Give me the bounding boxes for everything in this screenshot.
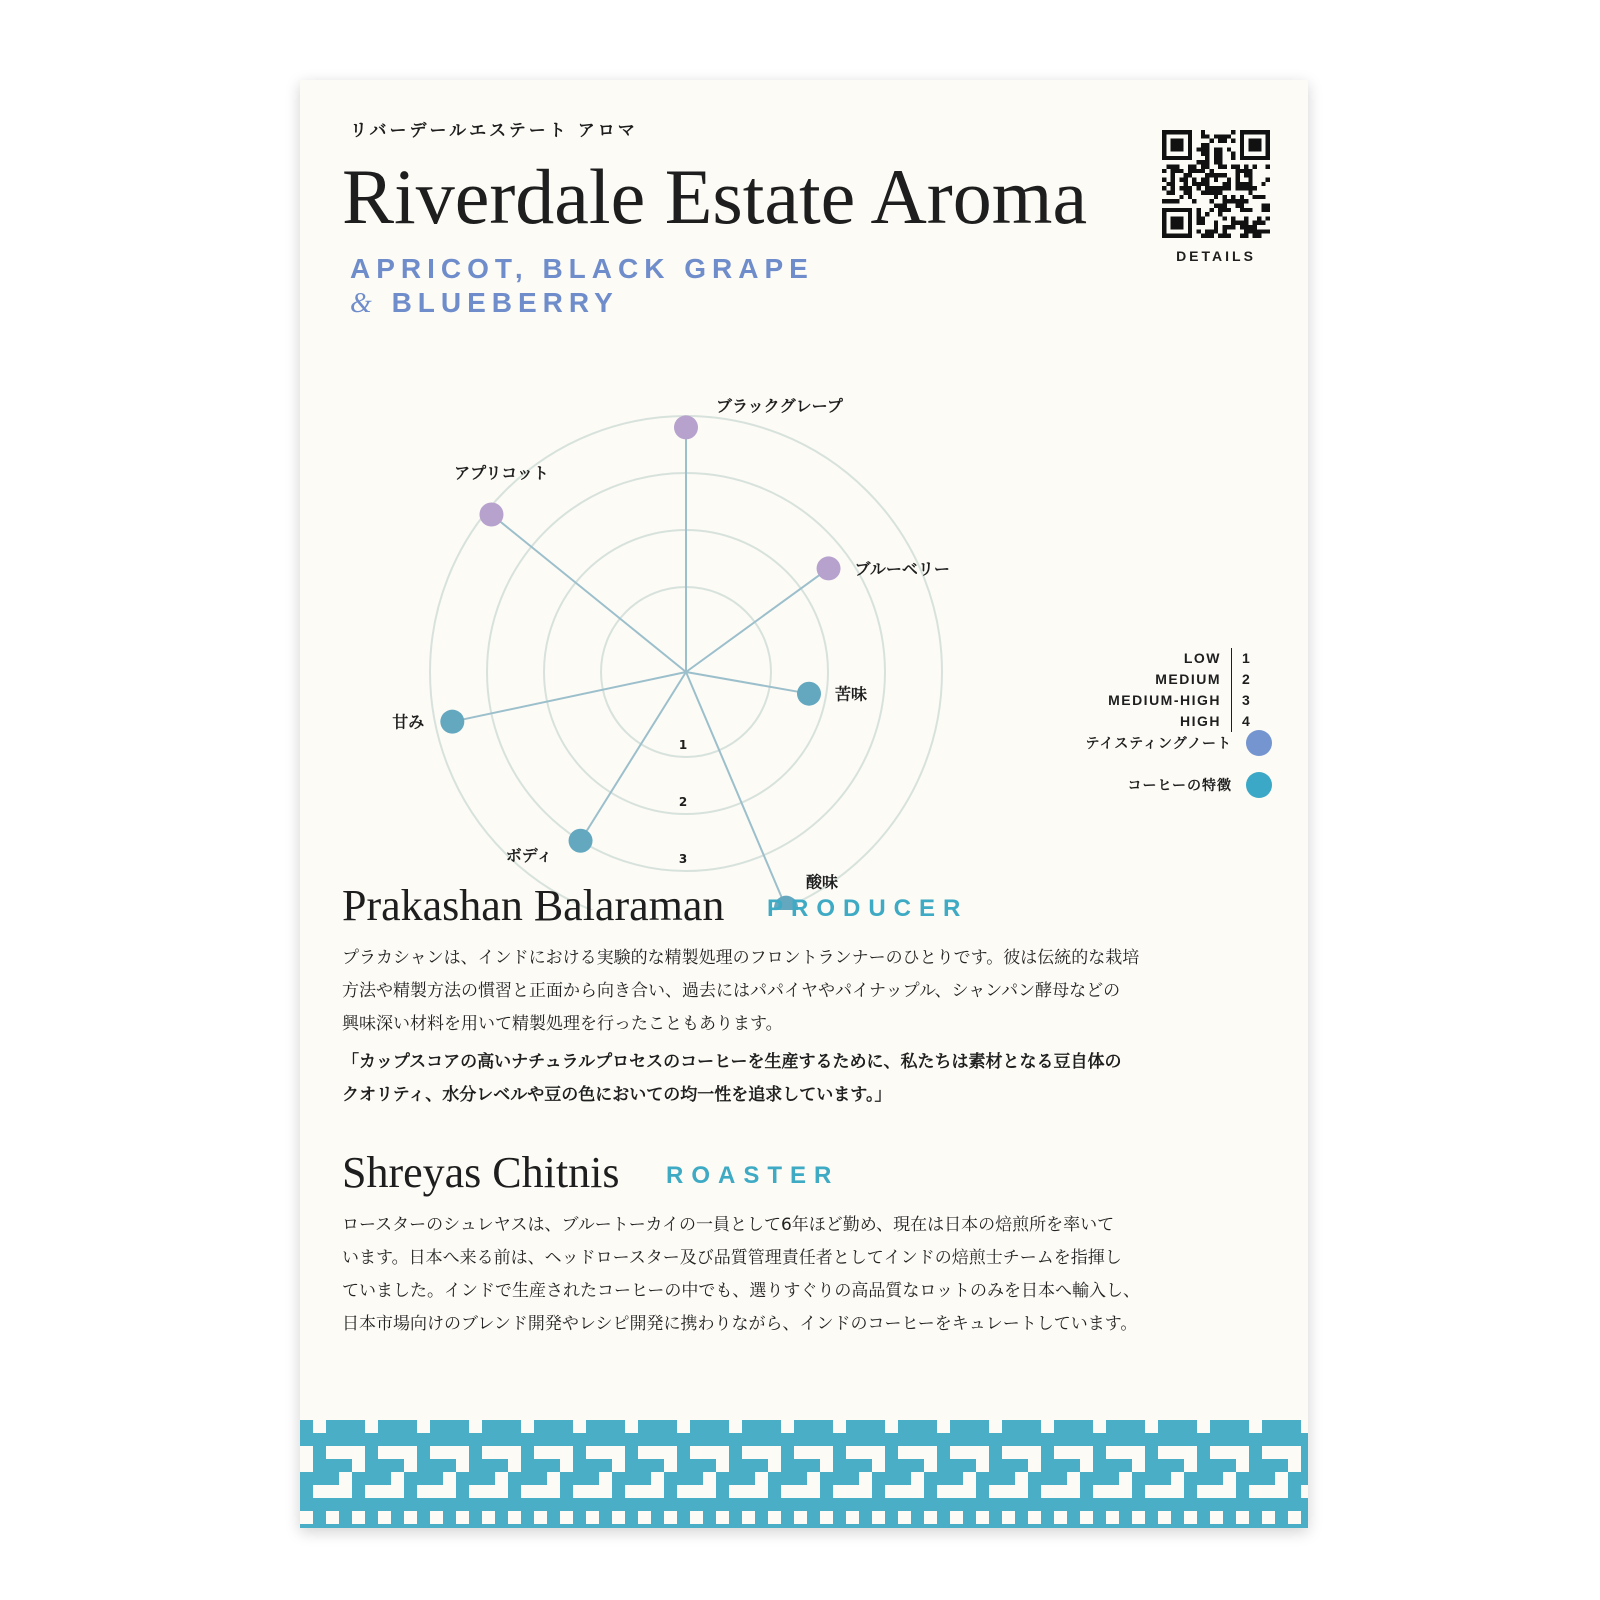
tasting-notes [350,252,814,321]
scale-row-high [1030,711,1260,732]
legend-tasting-note-label: テイスティングノート [1085,736,1232,752]
tasting-notes-line1: APRICOT, BLACK GRAPE [350,253,814,284]
radar-spoke [686,672,786,908]
scale-label: HIGH [1180,713,1221,729]
radar-spoke [491,514,686,672]
radar-axis-label: 甘み [392,712,425,732]
radar-spoke [686,672,809,694]
radar-axis-label: アプリコット [454,463,549,483]
details-label: DETAILS [1176,248,1256,264]
scale-label: LOW [1183,650,1221,666]
producer-quote-line: クオリティ、水分レベルや豆の色においての均一性を追求しています。」 [342,1085,892,1105]
radar-point [817,556,841,580]
producer-name: Prakashan Balaraman [342,881,725,930]
title-jp: リバーデールエステート アロマ [350,121,638,141]
page-title: Riverdale Estate Aroma [342,153,1088,240]
color-legend [1000,730,1272,814]
radar-point [479,502,503,526]
roaster-bio-line: 日本市場向けのブレンド開発やレシピ開発に携わりながら、インドのコーヒーをキュレートしています。 [342,1314,1138,1334]
radar-chart [300,350,1000,910]
decorative-pattern [300,1420,1308,1528]
radar-point [440,710,464,734]
scale-num: 3 [1231,690,1260,711]
scale-row-medium [1030,669,1260,690]
ring-label: 1 [678,738,688,752]
tasting-notes-line2-text: BLUEBERRY [391,287,619,318]
radar-axis-label: ブラックグレープ [716,396,843,416]
producer-quote [342,1046,1242,1112]
qr-code-icon[interactable] [1162,130,1270,238]
scale-label: MEDIUM [1155,671,1221,687]
legend-coffee-feature-swatch [1246,772,1272,798]
radar-axis-label: ボディ [505,845,553,865]
ring-label: 3 [678,852,688,866]
roaster-bio [342,1209,1242,1341]
producer-bio-line: プラカシャンは、インドにおける実験的な精製処理のフロントランナーのひとりです。彼は伝統的な栽培 [342,948,1140,968]
legend-tasting-note-swatch [1246,730,1272,756]
scale-legend [1030,648,1260,732]
producer-bio-line: 方法や精製方法の慣習と正面から向き合い、過去にはパパイヤやパイナップル、シャンパン酵母などの [342,981,1121,1001]
scale-label: MEDIUM-HIGH [1108,692,1221,708]
scale-num: 1 [1231,648,1260,669]
producer-quote-line: 「カップスコアの高いナチュラルプロセスのコーヒーを生産するために、私たちは素材となる豆自体の [342,1052,1122,1072]
roaster-bio-line: ロースターのシュレヤスは、ブルートーカイの一員として6年ほど勤め、現在は日本の焙煎所を率いて [342,1215,1115,1235]
legend-coffee-feature-label: コーヒーの特徴 [1127,778,1232,794]
radar-axis-label: ブルーベリー [854,559,950,579]
info-card [300,80,1308,1528]
roaster-role: ROASTER [666,1162,840,1189]
radar-axis-label: 酸味 [806,872,839,892]
scale-num: 4 [1231,711,1260,732]
roaster-bio-line: います。日本へ来る前は、ヘッドロースター及び品質管理責任者としてインドの焙煎士チームを指揮し [342,1248,1122,1268]
ring-label: 2 [678,795,688,809]
scale-num: 2 [1231,669,1260,690]
radar-point [797,682,821,706]
roaster-name: Shreyas Chitnis [342,1148,620,1197]
radar-point [674,415,698,439]
scale-row-medium-high [1030,690,1260,711]
legend-tasting-note [1000,730,1272,756]
legend-coffee-feature [1000,772,1272,798]
producer-role: PRODUCER [767,895,969,922]
producer-bio-line: 興味深い材料を用いて精製処理を行ったこともあります。 [342,1014,783,1034]
producer-bio [342,942,1242,1112]
radar-spoke [686,568,829,672]
scale-row-low [1030,648,1260,669]
ampersand: & [350,288,378,319]
radar-axis-label: 苦味 [835,684,868,704]
radar-point [569,829,593,853]
roaster-bio-line: ていました。インドで生産されたコーヒーの中でも、選りすぐりの高品質なロットのみを日本へ輸入し、 [342,1281,1140,1301]
tasting-notes-line2 [350,286,814,321]
